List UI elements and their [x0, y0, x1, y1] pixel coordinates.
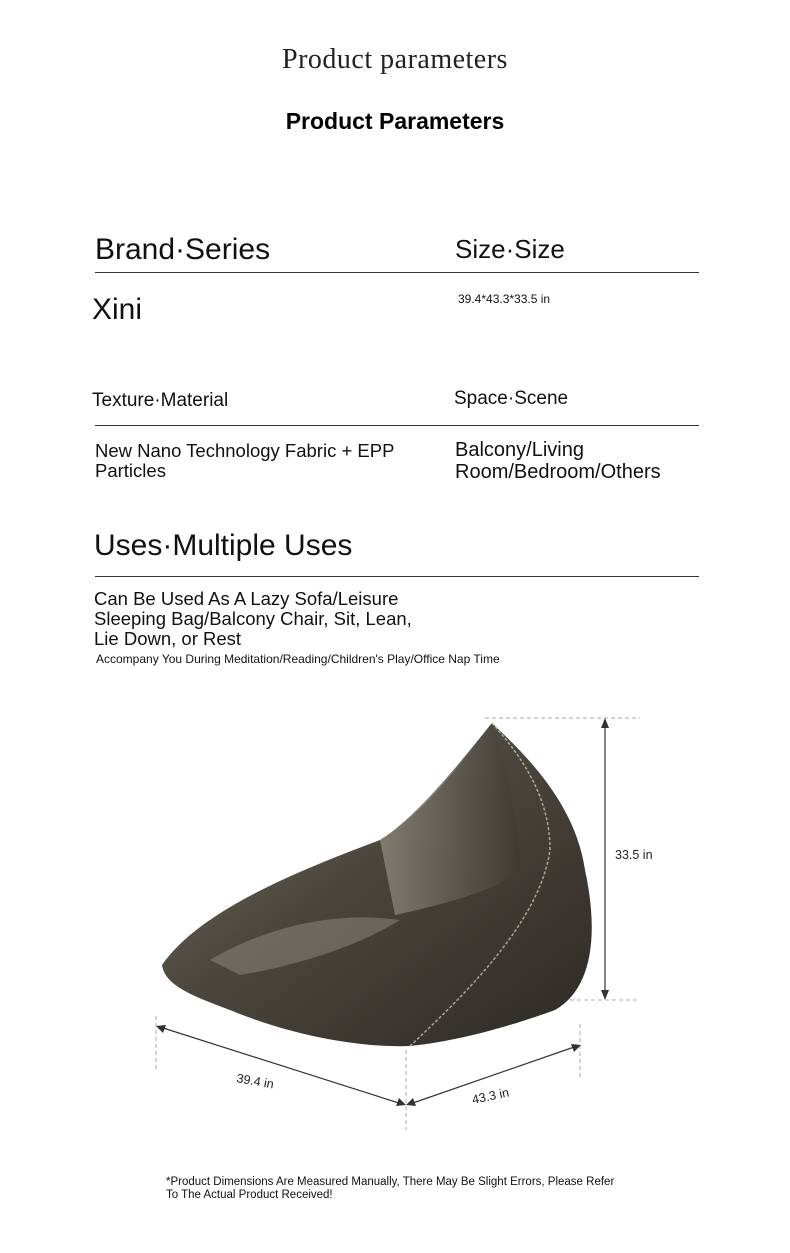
width-label: 39.4 in — [235, 1071, 275, 1092]
size-label: Size·Size — [455, 234, 565, 264]
size-value: 39.4*43.3*33.5 in — [458, 292, 551, 306]
page-subtitle: Product Parameters — [285, 108, 505, 134]
divider-uses — [95, 576, 699, 577]
brand-value: Xini — [92, 293, 143, 326]
height-label: 33.5 in — [615, 848, 653, 862]
uses-label: Uses·Multiple Uses — [94, 529, 353, 562]
texture-material-label: Texture·Material — [92, 390, 229, 411]
divider-texture-space — [95, 425, 699, 426]
space-value: Balcony/Living Room/Bedroom/Others — [455, 439, 661, 483]
uses-value: Can Be Used As A Lazy Sofa/Leisure Sleeping Bag/Balcony Chair, Sit, Lean, Lie Down, or Rest — [94, 588, 412, 649]
uses-note: Accompany You During Meditation/Reading/Children's Play/Office Nap Time — [96, 652, 500, 666]
divider-brand-size — [95, 272, 699, 273]
page-title: Product parameters — [282, 44, 508, 75]
brand-series-label: Brand·Series — [95, 233, 271, 266]
bean-bag-illustration — [0, 690, 790, 1160]
texture-value: New Nano Technology Fabric + EPP Particles — [95, 440, 395, 481]
depth-label: 43.3 in — [470, 1085, 511, 1107]
footnote: *Product Dimensions Are Measured Manually, There May Be Slight Errors, Please Refer To The Actual Product Received! — [166, 1176, 615, 1201]
space-scene-label: Space·Scene — [454, 388, 569, 409]
